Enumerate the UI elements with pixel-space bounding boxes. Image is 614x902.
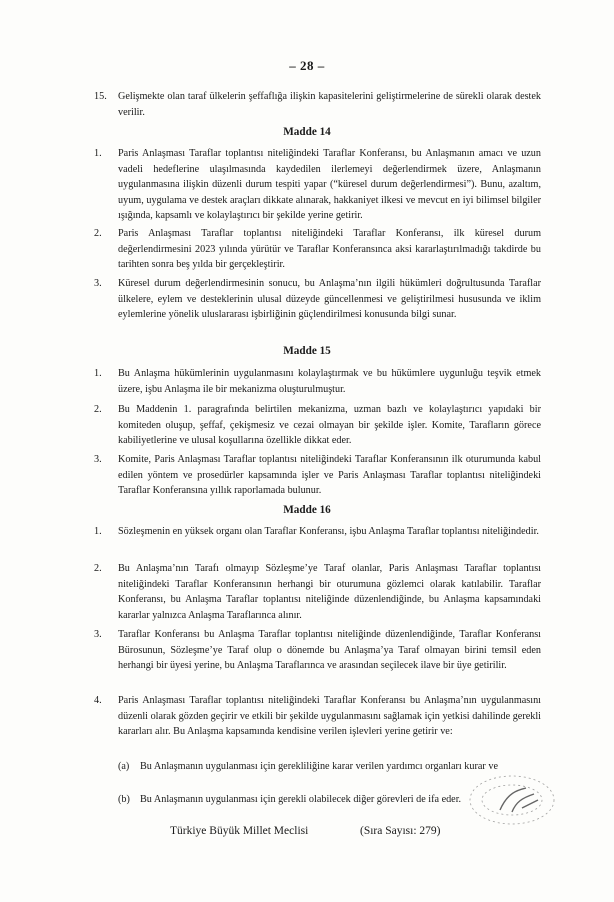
- sub-item-text: Bu Anlaşmanın uygulanması için gerekli olabilecek diğer görevleri de ifa eder.: [140, 794, 462, 805]
- article-heading-14: Madde 14: [283, 126, 331, 138]
- page-number: – 28 –: [289, 58, 325, 73]
- item-text: Bu Anlaşma hükümlerinin uygulanmasını kolaylaştırmak ve bu hükümlere uygunluğu teşvik etmek üzere, işbu Anlaşma ile bir mekanizma oluşturulmuştur.: [118, 368, 541, 395]
- sub-item-text: Bu Anlaşmanın uygulanması için gerekliliğine karar verilen yardımcı organları kurar ve: [140, 761, 498, 772]
- official-stamp-icon: [460, 770, 560, 832]
- article-heading-15: Madde 15: [283, 345, 331, 357]
- item-text: Taraflar Konferansı bu Anlaşma Taraflar toplantısı niteliğinde düzenlendiğinde, Taraflar Konferansı Bürosunun, Sözleşme’ye Taraf olup o dönemde bu Anlaşma’ya Taraf olmayan birini temsil eden herhangi bir üyesi yerine, bu Anlaşma Taraflarınca ve arasından seçilecek ilave bir üye getirilir.: [118, 629, 541, 672]
- list-item: [95, 276, 541, 323]
- item-text: Bu Maddenin 1. paragrafında belirtilen mekanizma, uzman bazlı ve kolaylaştırıcı yapıdaki bir komiteden oluşup, şeffaf, çekişmesiz ve cezai olmayan bir şekilde işler. Komite, Tarafların görece kabiliyetlerine ve ulusal koşullarına özellikle dikkat eder.: [118, 404, 541, 447]
- sub-item-label: (a): [118, 761, 130, 772]
- item-number: 15.: [94, 91, 107, 102]
- sub-item-label: (b): [118, 794, 130, 805]
- item-text: Gelişmekte olan taraf ülkelerin şeffaflığa ilişkin kapasitelerini geliştirmelerine de sürekli olarak destek verilir.: [118, 91, 541, 118]
- item-number: 4.: [94, 695, 102, 706]
- item-text: Sözleşmenin en yüksek organı olan Taraflar Konferansı, işbu Anlaşma Taraflar toplantısı niteliğindedir.: [118, 526, 539, 537]
- list-item: [95, 226, 541, 273]
- item-text: Bu Anlaşma’nın Tarafı olmayıp Sözleşme’ye Taraf olanlar, Paris Anlaşması Taraflar toplantısı niteliğindeki Taraflar Konferansının herhangi bir oturumuna gözlemci olarak katılabilir. Taraflar Konferansı, bu Anlaşma Taraflar toplantısı niteliğinde düzenlendiğinde, bu Anlaşma kapsamındaki kararlar yalnızca Anlaşma Taraflarınca alınır.: [118, 563, 541, 621]
- list-item: [95, 693, 541, 740]
- list-item: [95, 561, 541, 623]
- list-item: [95, 146, 541, 224]
- item-number: 1.: [94, 148, 102, 159]
- footer-institution: Türkiye Büyük Millet Meclisi: [170, 825, 309, 837]
- item-text: Komite, Paris Anlaşması Taraflar toplantısı niteliğindeki Taraflar Konferansının ilk oturumunda kabul edilen yöntem ve prosedürler kapsamında işler ve Paris Anlaşması Taraflar toplantısı niteliğindeki Taraflar Konferansına yıllık raporlamada bulunur.: [118, 454, 541, 497]
- list-item: [95, 452, 541, 499]
- item-number: 2.: [94, 228, 102, 239]
- item-text: Paris Anlaşması Taraflar toplantısı niteliğindeki Taraflar Konferansı bu Anlaşma’nın uygulanmasını düzenli olarak gözden geçirir ve etkili bir şekilde uygulanmasını sağlamak için yetkisi dahilinde gerekli kararları alır. Bu Anlaşma kapsamında kendisine verilen işlevleri yerine getirir ve:: [118, 695, 541, 738]
- item-text: Küresel durum değerlendirmesinin sonucu, bu Anlaşma’nın ilgili hükümleri doğrultusunda Taraflar ülkelere, eylem ve desteklerinin ulusal düzeyde güncellenmesi ve geliştirilmesi hususunda ve iklim eylemlerine yönelik uluslararası işbirliğinin güçlendirilmesi konusunda bilgi sunar.: [118, 278, 541, 321]
- item-text: Paris Anlaşması Taraflar toplantısı niteliğindeki Taraflar Konferansı, ilk küresel durum değerlendirmesini 2023 yılında yürütür ve Taraflar Konferansınca aksi kararlaştırılmadığı takdirde bu tarihten sonra beş yılda bir gerçekleştirir.: [118, 228, 541, 271]
- article-heading-16: Madde 16: [283, 504, 331, 516]
- item-number: 1.: [94, 368, 102, 379]
- item-number: 3.: [94, 629, 102, 640]
- list-item: [95, 402, 541, 449]
- item-text: Paris Anlaşması Taraflar toplantısı niteliğindeki Taraflar Konferansı, bu Anlaşmanın amacı ve uzun vadeli hedeflerine ulaşılmasında kaydedilen ilerlemeyi değerlendirmek üzere, Anlaşmanın uygulanmasına ilişkin düzenli durum tespiti yapar (“küresel durum değerlendirmesi”). Bunu, azaltım, uyum, uygulama ve destek araçları dikkate alınarak, hakkaniyet ilkesi ve mevcut en iyi bilimsel bilgiler ışığında, kapsamlı ve kolaylaştırıcı bir şekilde yerine getirir.: [118, 148, 541, 222]
- item-number: 1.: [94, 526, 102, 537]
- list-item: [95, 366, 541, 397]
- item-number: 3.: [94, 454, 102, 465]
- item-number: 2.: [94, 563, 102, 574]
- footer-sequence-number: (Sıra Sayısı: 279): [360, 825, 441, 837]
- list-item: [95, 524, 541, 540]
- list-item: [95, 627, 541, 674]
- item-number: 2.: [94, 404, 102, 415]
- list-item: [95, 89, 541, 120]
- item-number: 3.: [94, 278, 102, 289]
